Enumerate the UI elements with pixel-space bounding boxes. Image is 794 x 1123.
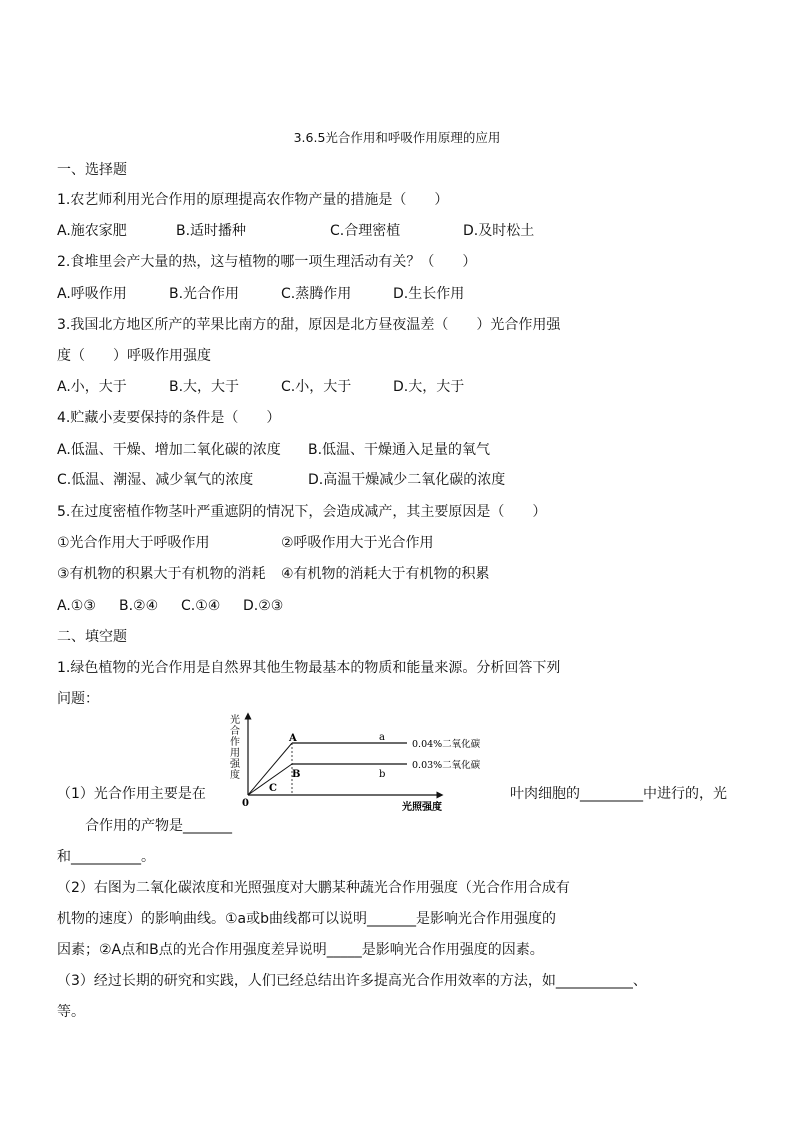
- q5-item-1: ①光合作用大于呼吸作用: [57, 535, 210, 551]
- q3-option-d: D.大，大于: [393, 379, 465, 395]
- q5-option-b: B.②④: [119, 598, 159, 614]
- series-a-name: 0.04%二氧化碳: [412, 739, 481, 750]
- y-label-char: 合: [230, 726, 240, 737]
- q3-option-c: C.小，大于: [281, 379, 352, 395]
- fill1-part1-text-b: 叶肉细胞的_________中进行的，光: [510, 786, 727, 802]
- y-axis-label: [230, 713, 241, 781]
- q1-option-b: B.适时播种: [176, 223, 247, 239]
- q5-item-3: ③有机物的积累大于有机物的消耗: [57, 566, 266, 582]
- section-heading-choice: 一、选择题: [57, 162, 127, 178]
- y-label-char: 强: [230, 759, 240, 770]
- fill1-part2-line3: 因素；②A点和B点的光合作用强度差异说明_____是影响光合作用强度的因素。: [57, 942, 544, 958]
- q4-option-d: D.高温干燥减少二氧化碳的浓度: [308, 472, 506, 488]
- q5-option-c: C.①④: [181, 598, 221, 614]
- q5-item-4: ④有机物的消耗大于有机物的积累: [281, 566, 490, 582]
- q2-option-a: A.呼吸作用: [57, 286, 127, 302]
- q5-item-2: ②呼吸作用大于光合作用: [281, 535, 434, 551]
- fill1-stem-line2: 问题：: [57, 691, 99, 707]
- fill1-stem-line1: 1.绿色植物的光合作用是自然界其他生物最基本的物质和能量来源。分析回答下列: [57, 660, 561, 676]
- q4-option-a: A.低温、干燥、增加二氧化碳的浓度: [57, 442, 281, 458]
- y-label-char: 度: [230, 770, 240, 781]
- series-b-name: 0.03%二氧化碳: [412, 760, 481, 771]
- q4-option-b: B.低温、干燥通入足量的氧气: [308, 442, 491, 458]
- q2-stem: 2.食堆里会产大量的热，这与植物的哪一项生理活动有关？（ ）: [57, 254, 477, 270]
- fill1-part1-text-d: 和__________。: [57, 849, 155, 865]
- x-axis-label: 光照强度: [402, 802, 442, 813]
- fill1-part2-line1: （2）右图为二氧化碳浓度和光照强度对大鹏某种蔬光合作用强度（光合作用合成有: [57, 880, 570, 896]
- y-label-char: 用: [230, 748, 240, 759]
- fill1-part1-text-a: （1）光合作用主要是在: [57, 786, 206, 802]
- fill1-part1-text-c: 合作用的产物是_______: [85, 818, 232, 834]
- q5-option-d: D.②③: [243, 598, 284, 614]
- y-label-char: 光: [230, 715, 240, 726]
- q1-option-a: A.施农家肥: [57, 223, 127, 239]
- q3-option-a: A.小，大于: [57, 379, 127, 395]
- q4-stem: 4.贮藏小麦要保持的条件是（ ）: [57, 410, 281, 426]
- series-a-curve-label: a: [379, 732, 385, 743]
- q1-option-d: D.及时松土: [463, 223, 535, 239]
- fill1-part2-line2: 机物的速度）的影响曲线。①a或b曲线都可以说明_______是影响光合作用强度的: [57, 911, 557, 927]
- point-label-a: A: [289, 733, 297, 744]
- q2-option-c: C.蒸腾作用: [281, 286, 352, 302]
- section-heading-fill: 二、填空题: [57, 629, 127, 645]
- point-label-b: B: [292, 769, 301, 780]
- series-b-curve-label: b: [379, 769, 386, 780]
- fill1-part3-line2: 等。: [57, 1004, 85, 1020]
- photosynthesis-chart: [222, 710, 512, 815]
- q3-stem-line2: 度（ ）呼吸作用强度: [57, 348, 211, 364]
- q4-option-c: C.低温、潮湿、减少氧气的浓度: [57, 472, 254, 488]
- point-label-c: C: [269, 783, 277, 794]
- q1-option-c: C.合理密植: [330, 223, 401, 239]
- origin-label: 0: [242, 798, 249, 809]
- q3-stem-line1: 3.我国北方地区所产的苹果比南方的甜，原因是北方昼夜温差（ ）光合作用强: [57, 317, 561, 333]
- q2-option-d: D.生长作用: [393, 286, 465, 302]
- page-title: 3.6.5光合作用和呼吸作用原理的应用: [293, 130, 501, 145]
- fill1-part3-line1: （3）经过长期的研究和实践，人们已经总结出许多提高光合作用效率的方法，如___________、: [57, 973, 647, 989]
- q5-stem: 5.在过度密植作物茎叶严重遮阴的情况下，会造成减产，其主要原因是（ ）: [57, 504, 547, 520]
- y-label-char: 作: [230, 737, 240, 748]
- q3-option-b: B.大，大于: [169, 379, 240, 395]
- q1-stem: 1.农艺师利用光合作用的原理提高农作物产量的措施是（ ）: [57, 192, 449, 208]
- q2-option-b: B.光合作用: [169, 286, 240, 302]
- q5-option-a: A.①③: [57, 598, 96, 614]
